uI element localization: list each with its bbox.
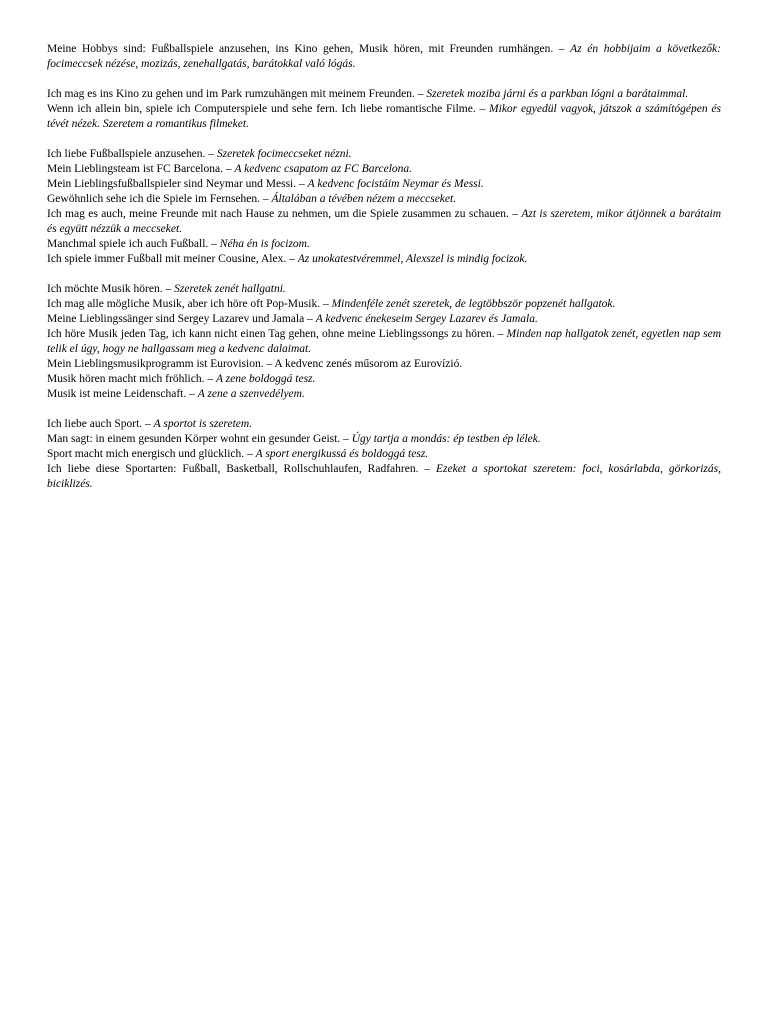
hungarian-translation: A kedvenc focistáim Neymar és Messi. bbox=[307, 178, 484, 190]
sentence bbox=[47, 387, 721, 402]
paragraph-kino bbox=[47, 87, 721, 132]
sentence bbox=[47, 192, 721, 207]
german-text: Musik hören macht mich fröhlich. – bbox=[47, 373, 216, 385]
german-text: Ich mag es ins Kino zu gehen und im Park rumzuhängen mit meinem Freunden. – bbox=[47, 88, 427, 100]
hungarian-translation: Mikor egyedül vagyok, játszok a számítógépen és tévét nézek. Szeretem a romantikus filmeket. bbox=[47, 103, 721, 130]
german-text: Mein Lieblingsmusikprogramm ist Eurovision. – A kedvenc zenés műsorom az Eurovízió. bbox=[47, 358, 463, 370]
german-text: Meine Hobbys sind: Fußballspiele anzusehen, ins Kino gehen, Musik hören, mit Freunden rumhängen. – bbox=[47, 43, 571, 55]
sentence bbox=[47, 207, 721, 237]
hungarian-translation: Minden nap hallgatok zenét, egyetlen nap sem telik el úgy, hogy ne hallgassam meg a kedvenc dalaimat. bbox=[47, 328, 721, 355]
document-page bbox=[47, 42, 721, 507]
sentence bbox=[47, 432, 721, 447]
german-text: Ich möchte Musik hören. – bbox=[47, 283, 175, 295]
german-text: Meine Lieblingssänger sind Sergey Lazarev und Jamala – bbox=[47, 313, 316, 325]
sentence bbox=[47, 462, 721, 492]
german-text: Sport macht mich energisch und glücklich. – bbox=[47, 448, 256, 460]
sentence bbox=[47, 87, 721, 102]
sentence bbox=[47, 102, 721, 132]
sentence bbox=[47, 417, 721, 432]
paragraph-football bbox=[47, 147, 721, 267]
sentence bbox=[47, 327, 721, 357]
german-text: Manchmal spiele ich auch Fußball. – bbox=[47, 238, 220, 250]
sentence bbox=[47, 447, 721, 462]
hungarian-translation: Azt is szeretem, mikor átjönnek a barátaim és együtt nézzük a meccseket. bbox=[47, 208, 721, 235]
sentence bbox=[47, 42, 721, 72]
hungarian-translation: A sport energikussá és boldoggá tesz. bbox=[255, 448, 429, 460]
hungarian-translation: Az unokatestvéremmel, Alexszel is mindig focizok. bbox=[297, 253, 528, 265]
hungarian-translation: A kedvenc csapatom az FC Barcelona. bbox=[234, 163, 413, 175]
hungarian-translation: A sportot is szeretem. bbox=[153, 418, 253, 430]
german-text: Ich mag alle mögliche Musik, aber ich höre oft Pop-Musik. – bbox=[47, 298, 332, 310]
german-text: Ich liebe auch Sport. – bbox=[47, 418, 154, 430]
german-text: Ich liebe diese Sportarten: Fußball, Basketball, Rollschuhlaufen, Radfahren. – bbox=[47, 463, 436, 475]
german-text: Mein Lieblingsfußballspieler sind Neymar und Messi. – bbox=[47, 178, 308, 190]
hungarian-translation: A zene a szenvedélyem. bbox=[197, 388, 305, 400]
hungarian-translation: Mindenféle zenét szeretek, de legtöbbször popzenét hallgatok. bbox=[331, 298, 616, 310]
hungarian-translation: Szeretek moziba járni és a parkban lógni a barátaimmal. bbox=[426, 88, 689, 100]
sentence bbox=[47, 162, 721, 177]
hungarian-translation: Úgy tartja a mondás: ép testben ép lélek. bbox=[351, 433, 541, 445]
german-text: Ich liebe Fußballspiele anzusehen. – bbox=[47, 148, 217, 160]
sentence bbox=[47, 357, 721, 372]
sentence bbox=[47, 237, 721, 252]
hungarian-translation: Általában a tévében nézem a meccseket. bbox=[271, 193, 457, 205]
hungarian-translation: Az én hobbijaim a következők: focimeccsek nézése, mozizás, zenehallgatás, barátokkal való lógás. bbox=[47, 43, 721, 70]
hungarian-translation: Szeretek zenét hallgatni. bbox=[174, 283, 286, 295]
german-text: Ich höre Musik jeden Tag, ich kann nicht einen Tag gehen, ohne meine Lieblingssongs zu hören. – bbox=[47, 328, 507, 340]
german-text: Musik ist meine Leidenschaft. – bbox=[47, 388, 198, 400]
sentence bbox=[47, 147, 721, 162]
sentence bbox=[47, 177, 721, 192]
german-text: Mein Lieblingsteam ist FC Barcelona. – bbox=[47, 163, 235, 175]
german-text: Wenn ich allein bin, spiele ich Computerspiele und sehe fern. Ich liebe romantische Filme. – bbox=[47, 103, 490, 115]
german-text: Gewöhnlich sehe ich die Spiele im Fernsehen. – bbox=[47, 193, 272, 205]
sentence bbox=[47, 282, 721, 297]
hungarian-translation: A zene boldoggá tesz. bbox=[215, 373, 316, 385]
german-text: Ich spiele immer Fußball mit meiner Cousine, Alex. – bbox=[47, 253, 298, 265]
sentence bbox=[47, 252, 721, 267]
sentence bbox=[47, 297, 721, 312]
hungarian-translation: A kedvenc énekeseim Sergey Lazarev és Jamala. bbox=[315, 313, 538, 325]
paragraph-sport bbox=[47, 417, 721, 492]
hungarian-translation: Szeretek focimeccseket nézni. bbox=[216, 148, 352, 160]
german-text: Man sagt: in einem gesunden Körper wohnt ein gesunder Geist. – bbox=[47, 433, 352, 445]
sentence bbox=[47, 312, 721, 327]
paragraph-hobbies bbox=[47, 42, 721, 72]
paragraph-music bbox=[47, 282, 721, 402]
hungarian-translation: Ezeket a sportokat szeretem: foci, kosárlabda, görkorizás, biciklizés. bbox=[47, 463, 721, 490]
german-text: Ich mag es auch, meine Freunde mit nach Hause zu nehmen, um die Spiele zusammen zu schauen. – bbox=[47, 208, 522, 220]
sentence bbox=[47, 372, 721, 387]
hungarian-translation: Néha én is focizom. bbox=[219, 238, 310, 250]
